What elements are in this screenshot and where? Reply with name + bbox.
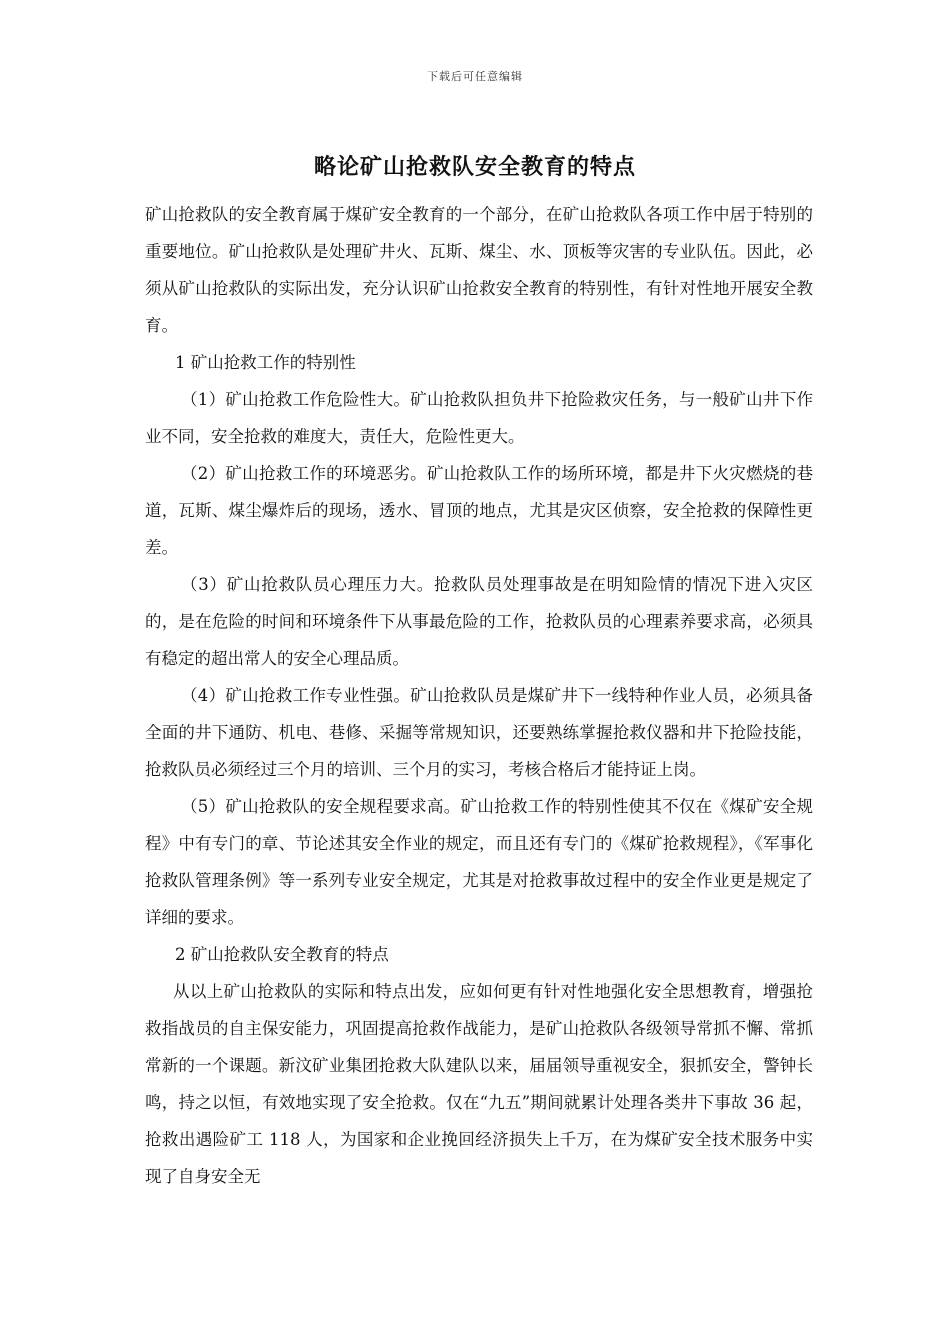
list-item: （5）矿山抢救队的安全规程要求高。矿山抢救工作的特别性使其不仅在《煤矿安全规程》中有专门的章、节论述其安全作业的规定，而且还有专门的《煤矿抢救规程》，《军事化抢救队管理条例》等一系列专业安全规定，尤其是对抢救事故过程中的安全作业更是规定了详细的要求。 [145,797,813,927]
section-heading-1: 1 矿山抢救工作的特别性 [175,353,356,372]
section-heading-2: 2 矿山抢救队安全教育的特点 [175,945,389,964]
page-title: 略论矿山抢救队安全教育的特点 [313,154,636,180]
list-item: （4）矿山抢救工作专业性强。矿山抢救队员是煤矿井下一线特种作业人员，必须具备全面的井下通防、机电、巷修、采掘等常规知识，还要熟练掌握抢救仪器和井下抢险技能，抢救队员必须经过三个月的培训、三个月的实习，考核合格后才能持证上岗。 [145,686,813,779]
intro-paragraph: 矿山抢救队的安全教育属于煤矿安全教育的一个部分，在矿山抢救队各项工作中居于特别的重要地位。矿山抢救队是处理矿井火、瓦斯、煤尘、水、顶板等灾害的专业队伍。因此，必须从矿山抢救队的实际出发，充分认识矿山抢救安全教育的特别性，有针对性地开展安全教育。 [145,205,813,335]
header-note: 下载后可任意编辑 [427,70,523,83]
body-paragraph: 从以上矿山抢救队的实际和特点出发，应如何更有针对性地强化安全思想教育，增强抢救指战员的自主保安能力，巩固提高抢救作战能力，是矿山抢救队各级领导常抓不懈、常抓常新的一个课题。新汶矿业集团抢救大队建队以来，届届领导重视安全，狠抓安全，警钟长鸣，持之以恒，有效地实现了安全抢救。仅在“九五”期间就累计处理各类井下事故 36 起，抢救出遇险矿工 118 人，为国家和企业挽回经济损失上千万，在为煤矿安全技术服务中实现了自身安全无 [145,982,813,1186]
document-body [145,196,813,1195]
list-item: （1）矿山抢救工作危险性大。矿山抢救队担负井下抢险救灾任务，与一般矿山井下作业不同，安全抢救的难度大，责任大，危险性更大。 [145,390,813,446]
list-item: （3）矿山抢救队员心理压力大。抢救队员处理事故是在明知险情的情况下进入灾区的，是在危险的时间和环境条件下从事最危险的工作，抢救队员的心理素养要求高，必须具有稳定的超出常人的安全心理品质。 [145,575,813,668]
list-item: （2）矿山抢救工作的环境恶劣。矿山抢救队工作的场所环境，都是井下火灾燃烧的巷道，瓦斯、煤尘爆炸后的现场，透水、冒顶的地点，尤其是灾区侦察，安全抢救的保障性更差。 [145,464,813,557]
